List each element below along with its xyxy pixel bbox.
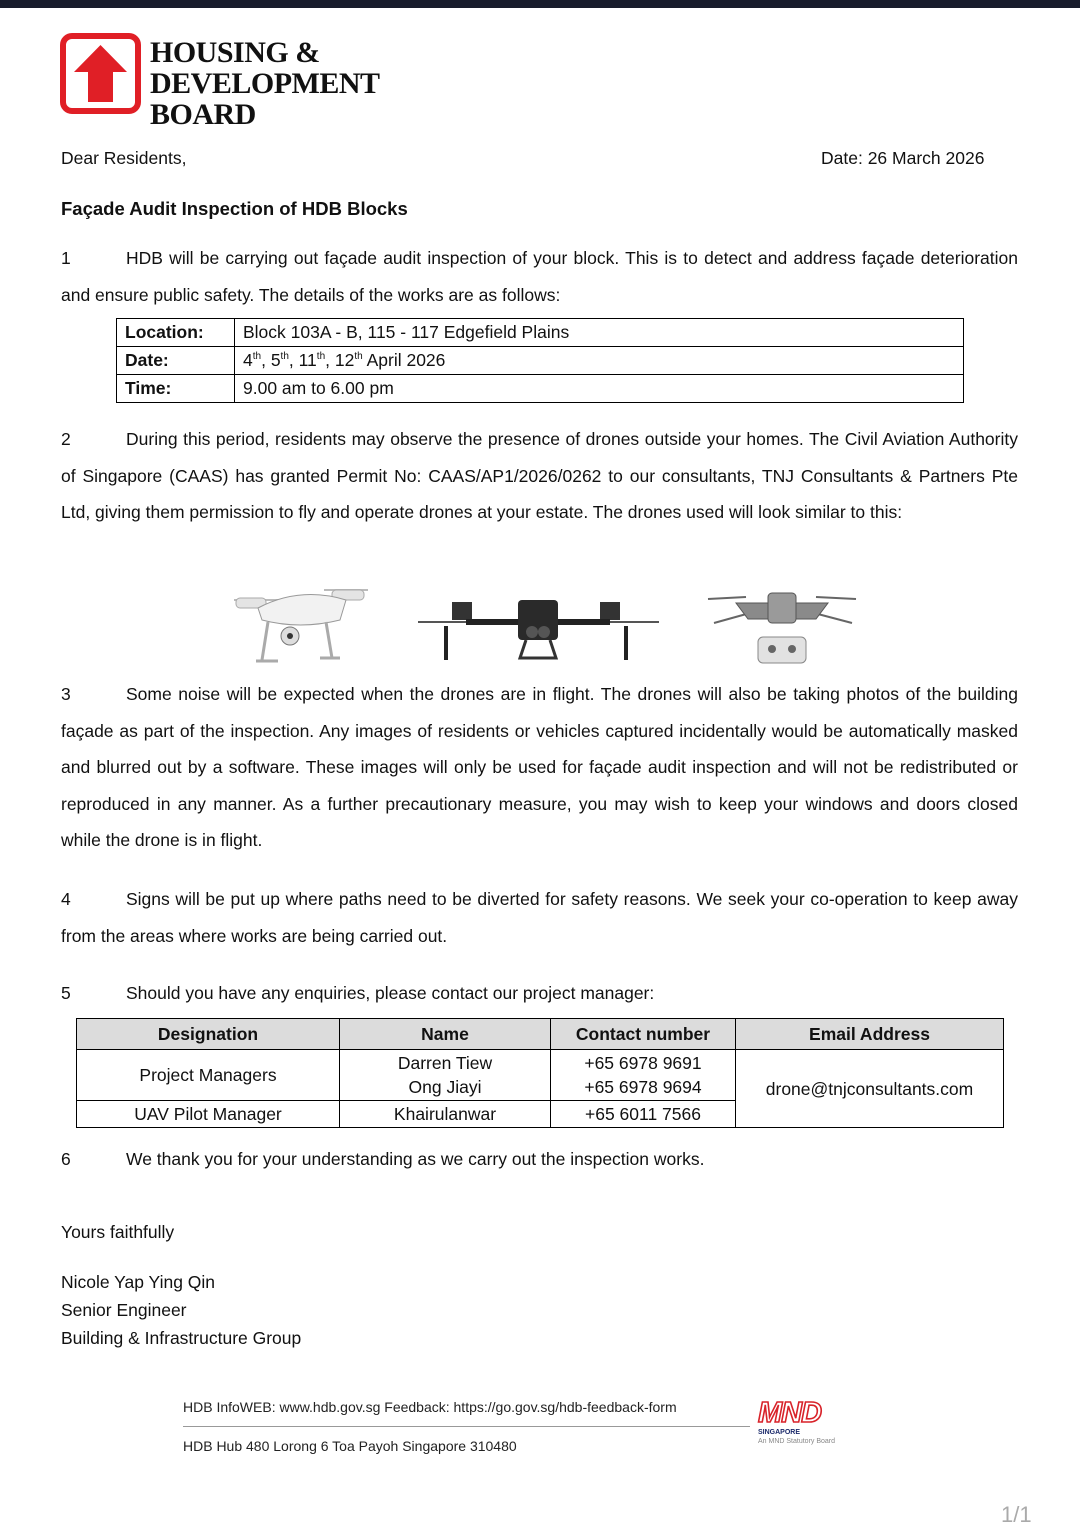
time-value: 9.00 am to 6.00 pm	[235, 375, 964, 403]
paragraph-text: HDB will be carrying out façade audit inspection of your block. This is to detect and address façade deterioration and ensure public safety. The details of the works are as follows:	[61, 248, 1018, 305]
paragraph-text: During this period, residents may observe the presence of drones outside your homes. The Civil Aviation Authority of Singapore (CAAS) has granted Permit No: CAAS/AP1/2026/0262 to our consultants, TNJ Consultants & Partners Pte Ltd, giving them permission to fly and operate drones at your estate. The drones used will look similar to this:	[61, 429, 1018, 522]
pm-designation: Project Managers	[77, 1050, 340, 1101]
subject-heading: Façade Audit Inspection of HDB Blocks	[61, 198, 408, 219]
mnd-logo-text: MND	[758, 1397, 822, 1429]
signatory-title: Senior Engineer	[61, 1300, 187, 1320]
paragraph-5	[61, 975, 1018, 1012]
table-header-row	[77, 1019, 1004, 1050]
paragraph-number: 3	[61, 684, 71, 704]
pm-name-2: Ong Jiayi	[408, 1077, 482, 1097]
drone-image-2	[416, 596, 661, 669]
page-counter: 1/1	[1001, 1502, 1032, 1527]
signatory-group: Building & Infrastructure Group	[61, 1328, 302, 1348]
hdb-logo	[60, 33, 141, 119]
pm-names	[340, 1050, 551, 1101]
contact-table	[76, 1018, 1004, 1128]
column-header: Name	[340, 1019, 551, 1050]
paragraph-number: 6	[61, 1149, 71, 1169]
mnd-tagline: An MND Statutory Board	[758, 1438, 836, 1445]
signatory-name: Nicole Yap Ying Qin	[61, 1272, 216, 1292]
time-label: Time:	[117, 375, 235, 403]
paragraph-text: Some noise will be expected when the drones are in flight. The drones will also be taking photos of the building façade as part of the inspection. Any images of residents or vehicles captured incidentally would be automatically masked and blurred out by a software. These images will only be used for façade audit inspection and will not be redistributed or reproduced in any manner. As a further precautionary measure, you may wish to keep your windows and doors closed while the drone is in flight.	[61, 684, 1018, 850]
contact-email[interactable]: drone@tnjconsultants.com	[736, 1050, 1004, 1128]
footer-line-2: HDB Hub 480 Lorong 6 Toa Payoh Singapore 310480	[183, 1438, 517, 1454]
column-header: Contact number	[551, 1019, 736, 1050]
drone-image-1	[228, 578, 373, 673]
works-details-table	[116, 318, 964, 403]
logo-line-1: HOUSING &	[150, 36, 320, 69]
uav-designation: UAV Pilot Manager	[77, 1101, 340, 1128]
paragraph-text: Signs will be put up where paths need to be diverted for safety reasons. We seek your co-operation to keep away from the areas where works are being carried out.	[61, 889, 1018, 946]
closing: Yours faithfully	[61, 1222, 175, 1242]
pm-phones	[551, 1050, 736, 1101]
footer-line-1: HDB InfoWEB: www.hdb.gov.sg Feedback: https://go.gov.sg/hdb-feedback-form	[183, 1399, 677, 1415]
paragraph-2	[61, 421, 1018, 531]
pm-name-1: Darren Tiew	[397, 1053, 493, 1073]
paragraph-text: Should you have any enquiries, please contact our project manager:	[126, 983, 655, 1003]
location-value: Block 103A - B, 115 - 117 Edgefield Plains	[235, 319, 964, 347]
paragraph-6	[61, 1141, 1018, 1178]
drone-image-3	[706, 583, 858, 672]
column-header: Email Address	[736, 1019, 1004, 1050]
paragraph-number: 5	[61, 983, 71, 1003]
paragraph-number: 1	[61, 248, 71, 268]
hdb-house-icon	[60, 33, 141, 114]
paragraph-1	[61, 240, 1018, 313]
column-header: Designation	[77, 1019, 340, 1050]
paragraph-number: 4	[61, 889, 71, 909]
salutation: Dear Residents,	[61, 148, 187, 168]
paragraph-text: We thank you for your understanding as we carry out the inspection works.	[126, 1149, 705, 1169]
paragraph-3	[61, 676, 1018, 859]
mnd-country: SINGAPORE	[758, 1429, 801, 1436]
paragraph-4	[61, 881, 1018, 954]
uav-name: Khairulanwar	[340, 1101, 551, 1128]
table-row	[77, 1050, 1004, 1101]
date-label: Date:	[117, 347, 235, 375]
paragraph-number: 2	[61, 429, 71, 449]
pm-phone-1: +65 6978 9691	[584, 1053, 702, 1073]
table-row	[117, 319, 964, 347]
letter-date: Date: 26 March 2026	[821, 148, 985, 168]
signature-block	[61, 1268, 301, 1352]
hdb-logo-text	[150, 37, 380, 130]
uav-phone: +65 6011 7566	[551, 1101, 736, 1128]
location-label: Location:	[117, 319, 235, 347]
logo-line-3: BOARD	[150, 98, 256, 131]
footer-divider	[183, 1426, 750, 1427]
table-row	[117, 347, 964, 375]
top-bar	[0, 0, 1080, 8]
pm-phone-2: +65 6978 9694	[584, 1077, 702, 1097]
mnd-logo	[758, 1398, 850, 1446]
table-row	[117, 375, 964, 403]
logo-line-2: DEVELOPMENT	[150, 67, 380, 100]
date-value: 4th, 5th, 11th, 12th April 2026	[235, 347, 964, 375]
